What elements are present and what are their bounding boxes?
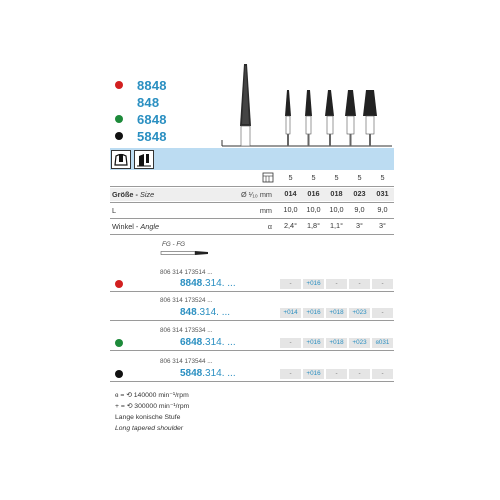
red-dot (115, 280, 123, 288)
angle-cell: 1,8° (306, 221, 321, 230)
length-cell: 9,0 (354, 205, 365, 214)
size-cell: 014 (284, 189, 297, 198)
variant-suffix: .314. ... (196, 307, 231, 318)
angle-cell: 1,1° (329, 221, 344, 230)
small-bur-023 (345, 90, 356, 146)
size-label-de: Größe - (112, 190, 140, 199)
description-en (115, 425, 183, 432)
size-unit: Ø ¹⁄₁₀ mm (240, 190, 272, 199)
availability-cell: - (372, 308, 393, 318)
angle-cell: 3° (356, 221, 363, 230)
pack-row (110, 172, 394, 185)
variant-prefix: 8848 (180, 278, 203, 289)
row-divider (110, 218, 394, 219)
availability-cell: +016 (303, 279, 324, 289)
header-number: 848 (137, 94, 160, 110)
order-code: 806 314 173514 ... (160, 269, 213, 276)
size-cell: 031 (376, 189, 389, 198)
pack-cell: 5 (357, 173, 362, 182)
small-bur-014 (285, 90, 291, 146)
header-item-8848 (115, 78, 167, 92)
angle-row (110, 220, 394, 233)
shank-bur-icon (160, 249, 220, 257)
availability-cell: - (349, 369, 370, 379)
bur-illustrations (220, 60, 395, 148)
angle-unit: α (267, 222, 272, 231)
description-de: Lange konische Stufe (115, 414, 181, 421)
header-number: 8848 (137, 77, 167, 93)
availability-cell: +018 (326, 338, 347, 348)
length-unit: mm (259, 206, 272, 215)
pack-cell: 5 (334, 173, 339, 182)
length-cell: 10,0 (283, 205, 298, 214)
availability-cell: +023 (349, 338, 370, 348)
green-dot (115, 339, 123, 347)
variant-prefix: 848 (180, 307, 197, 318)
order-code: 806 314 173524 ... (160, 297, 213, 304)
angle-cell: 2,4° (283, 221, 298, 230)
no-dot (115, 98, 123, 106)
row-divider (110, 350, 394, 351)
availability-cell: - (326, 369, 347, 379)
pack-icon (262, 172, 274, 183)
variant-prefix: 6848 (180, 337, 203, 348)
order-code: 806 314 173544 ... (160, 358, 213, 365)
black-dot (115, 370, 123, 378)
length-cell: 10,0 (306, 205, 321, 214)
availability-cell: +016 (303, 308, 324, 318)
availability-cell: ɞ031 (372, 338, 393, 348)
availability-cell: +016 (303, 338, 324, 348)
angle-label-de: Winkel - (112, 222, 141, 231)
length-cell: 9,0 (377, 205, 388, 214)
availability-cell: +018 (326, 308, 347, 318)
black-dot (115, 132, 123, 140)
row-divider (110, 234, 394, 235)
availability-cell: +023 (349, 308, 370, 318)
shoulder-prep-icon (134, 150, 154, 169)
row-divider (110, 291, 394, 292)
shank-label: FG - FG (162, 241, 186, 248)
size-cell: 018 (330, 189, 343, 198)
variant-suffix: .314. ... (202, 368, 236, 379)
row-divider (110, 186, 394, 187)
size-row (110, 188, 394, 201)
header-item-848 (115, 95, 159, 109)
speed-legend-1: ɞ = ⟲ 140000 min⁻¹/rpm (115, 392, 189, 399)
size-cell: 016 (307, 189, 320, 198)
pack-cell: 5 (380, 173, 385, 182)
pack-cell: 5 (288, 173, 293, 182)
small-bur-016 (305, 90, 312, 146)
availability-cell: +014 (280, 308, 301, 318)
variant-suffix: .314. ... (202, 278, 236, 289)
small-bur-031 (363, 90, 377, 146)
availability-cell: - (280, 369, 301, 379)
header-number: 6848 (137, 111, 167, 127)
red-dot (115, 81, 123, 89)
header-item-5848 (115, 129, 167, 143)
length-cell: 10,0 (329, 205, 344, 214)
length-row (110, 204, 394, 217)
pack-cell: 5 (311, 173, 316, 182)
availability-cell: - (349, 279, 370, 289)
availability-cell: - (280, 279, 301, 289)
angle-label (112, 222, 159, 231)
variant-suffix: .314. ... (202, 337, 236, 348)
length-label: L (112, 206, 117, 215)
variant-name (180, 337, 236, 348)
small-bur-018 (325, 90, 334, 146)
variant-name (180, 307, 230, 318)
angle-label-en: Angle (140, 222, 160, 231)
availability-cell: - (326, 279, 347, 289)
size-label (112, 190, 154, 199)
angle-cell: 3° (379, 221, 386, 230)
header-item-6848 (115, 112, 167, 126)
row-divider (110, 381, 394, 382)
variant-prefix: 5848 (180, 368, 203, 379)
speed-legend-2: + = ⟲ 300000 min⁻¹/rpm (115, 403, 190, 410)
availability-cell: +016 (303, 369, 324, 379)
large-bur-image (222, 64, 251, 146)
order-code: 806 314 173534 ... (160, 327, 213, 334)
crown-prep-icon (111, 150, 131, 169)
variant-name (180, 368, 236, 379)
row-divider (110, 202, 394, 203)
row-divider (110, 320, 394, 321)
variant-name (180, 278, 236, 289)
size-cell: 023 (353, 189, 366, 198)
availability-cell: - (280, 338, 301, 348)
availability-cell: - (372, 279, 393, 289)
description-en-text: Long tapered shoulder (115, 425, 184, 432)
size-label-en: Size (139, 190, 155, 199)
header-number: 5848 (137, 128, 167, 144)
green-dot (115, 115, 123, 123)
availability-cell: - (372, 369, 393, 379)
